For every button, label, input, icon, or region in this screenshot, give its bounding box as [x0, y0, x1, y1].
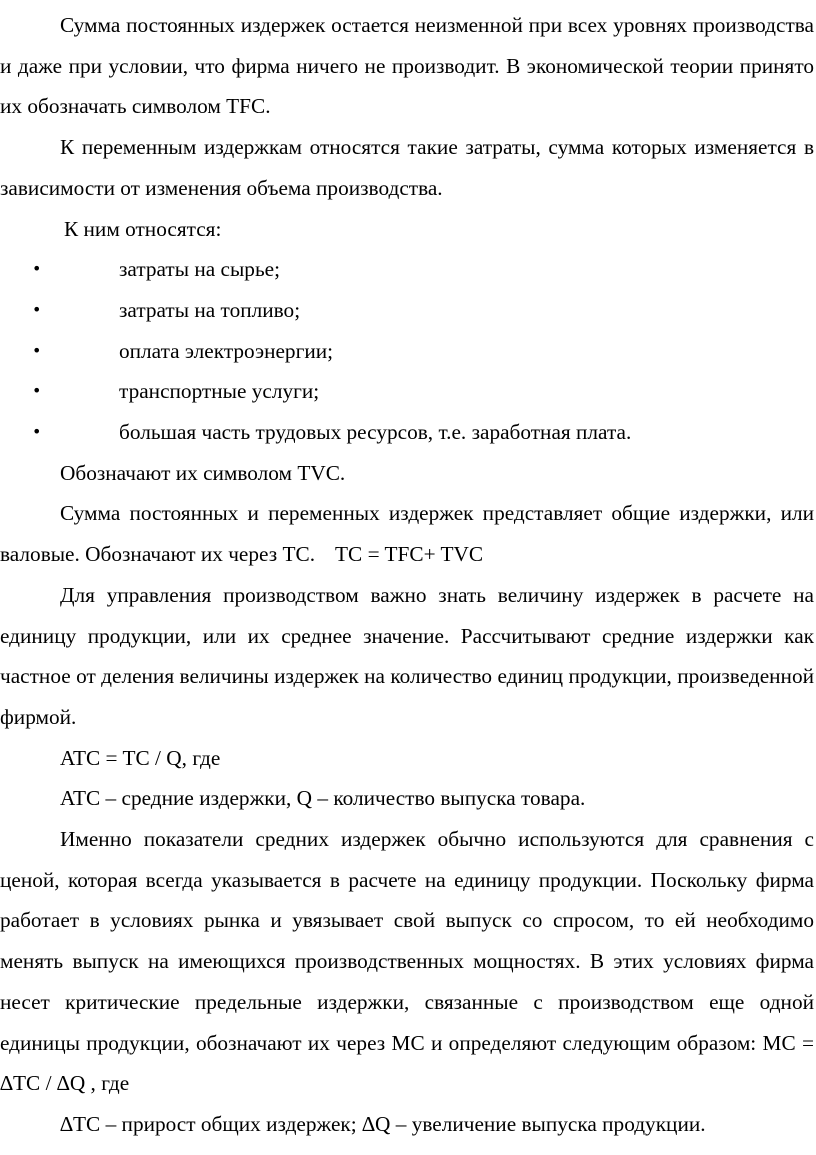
bullet-icon: • [32, 422, 42, 442]
list-item [0, 290, 814, 331]
formula-atc: ATC = TC / Q, где [60, 745, 221, 770]
list-item [0, 412, 814, 453]
total-costs-formula: TC = TFC+ TVC [335, 542, 484, 567]
list-item [0, 331, 814, 372]
list-item [0, 249, 814, 290]
bullet-icon: • [32, 259, 42, 279]
list-item-text: затраты на топливо; [119, 297, 301, 322]
list-item [0, 371, 814, 412]
total-costs-text: Сумма постоянных и переменных издержек представляет общие издержки, или валовые. Обозначают их через TC. [0, 501, 814, 567]
paragraph-marginal-costs: Именно показатели средних издержек обычно используются для сравнения с ценой, которая всегда указывается в расчете на единицу продукции. Поскольку фирма работает в условиях рынка и увязывает свой выпуск со спросом, то ей необходимо менять выпуск на имеющихся производственных мощностях. В этих условиях фирма несет критические предельные издержки, связанные с производством еще одной единицы продукции, обозначают их через MC и определяют следующим образом: MC = ∆TC / ∆Q , где [0, 827, 814, 1096]
paragraph-fixed-costs: Сумма постоянных издержек остается неизменной при всех уровнях производства и даже при условии, что фирма ничего не производит. В экономической теории принято их обозначать символом TFC. [0, 13, 814, 119]
list-item-text: транспортные услуги; [119, 379, 320, 404]
list-item-text: большая часть трудовых ресурсов, т.е. заработная плата. [119, 420, 632, 445]
paragraph-list-intro: К ним относятся: [64, 216, 222, 241]
variable-costs-list [0, 249, 814, 453]
paragraph-variable-costs: К переменным издержкам относятся такие затраты, сумма которых изменяется в зависимости от изменения объема производства. [0, 135, 814, 200]
list-item-text: оплата электроэнергии; [119, 338, 334, 363]
bullet-icon: • [32, 299, 42, 319]
paragraph-atc-definition: ATC – средние издержки, Q – количество выпуска товара. [60, 786, 586, 811]
paragraph-average-costs: Для управления производством важно знать величину издержек в расчете на единицу продукции, или их среднее значение. Рассчитывают средние издержки как частное от деления величины издержек на количество единиц продукции, произведенной фирмой. [0, 582, 814, 729]
paragraph-tvc-symbol: Обозначают их символом TVC. [60, 460, 346, 485]
paragraph-total-costs [0, 493, 814, 574]
paragraph-delta-definitions: ∆TC – прирост общих издержек; ∆Q – увеличение выпуска продукции. [60, 1111, 706, 1136]
bullet-icon: • [32, 381, 42, 401]
bullet-icon: • [32, 340, 42, 360]
list-item-text: затраты на сырье; [119, 257, 281, 282]
